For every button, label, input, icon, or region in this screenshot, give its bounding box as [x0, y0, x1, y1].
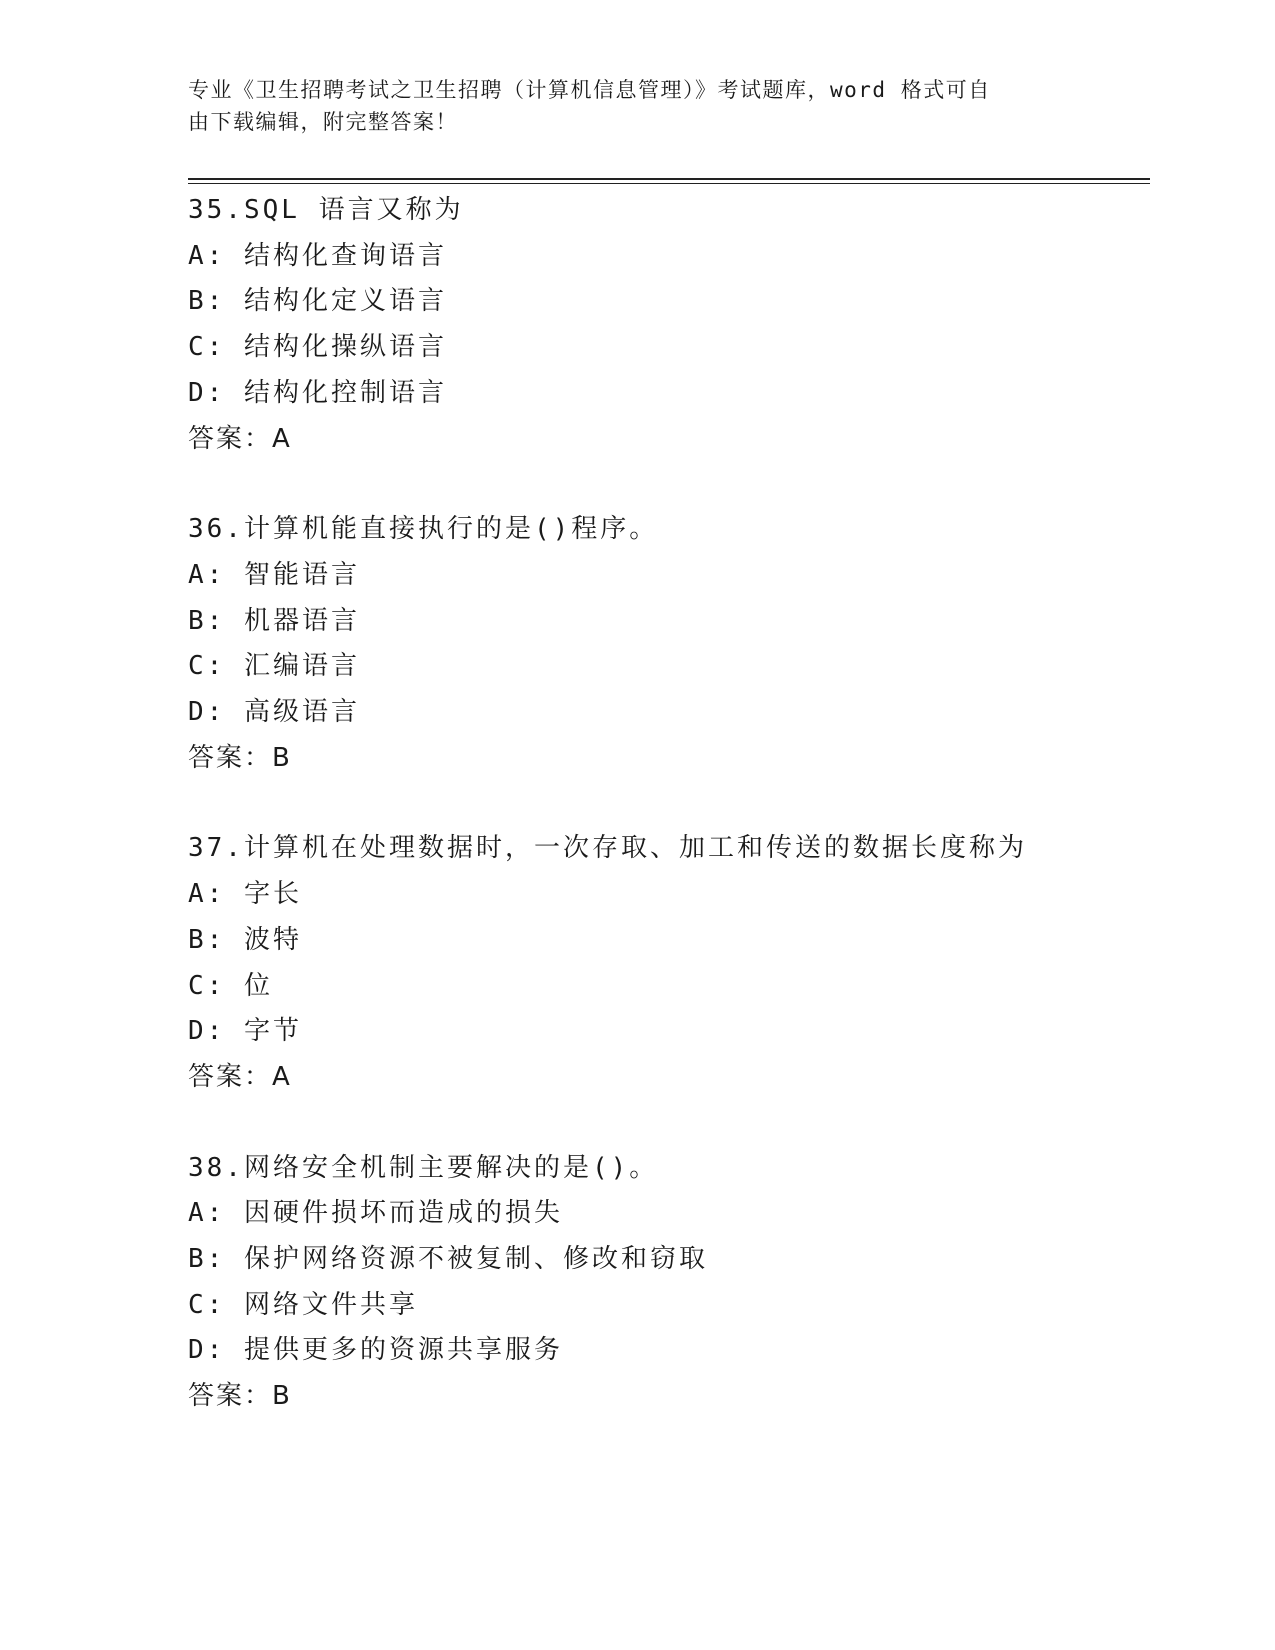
answer-key: 答案：B — [188, 1381, 292, 1412]
question-35 — [188, 188, 1148, 462]
document-header: 专业《卫生招聘考试之卫生招聘（计算机信息管理）》考试题库，word 格式可自 由下载编辑，附完整答案！ — [188, 78, 991, 134]
option-c: C: 汇编语言 — [188, 651, 360, 682]
option-c: C: 结构化操纵语言 — [188, 332, 447, 363]
option-a: A: 结构化查询语言 — [188, 240, 447, 271]
header-divider-thick — [188, 178, 1150, 180]
question-38 — [188, 1146, 1148, 1420]
option-d: D: 结构化控制语言 — [188, 377, 447, 408]
option-a: A: 字长 — [188, 879, 302, 910]
answer-key: 答案：A — [188, 423, 292, 454]
question-37 — [188, 826, 1148, 1100]
question-stem: 35.SQL 语言又称为 — [188, 195, 464, 225]
option-b: B: 保护网络资源不被复制、修改和窃取 — [188, 1244, 708, 1275]
answer-key: 答案：A — [188, 1061, 292, 1092]
option-b: B: 机器语言 — [188, 605, 360, 636]
option-c: C: 网络文件共享 — [188, 1289, 418, 1320]
option-d: D: 高级语言 — [188, 697, 360, 728]
answer-key: 答案：B — [188, 742, 292, 773]
question-list — [188, 188, 1148, 1465]
question-stem: 38.网络安全机制主要解决的是()。 — [188, 1152, 659, 1183]
option-d: D: 字节 — [188, 1016, 302, 1047]
option-b: B: 结构化定义语言 — [188, 286, 447, 317]
question-stem: 37.计算机在处理数据时，一次存取、加工和传送的数据长度称为 — [188, 833, 1027, 864]
question-36 — [188, 507, 1148, 781]
option-c: C: 位 — [188, 970, 273, 1001]
option-b: B: 波特 — [188, 924, 302, 955]
option-d: D: 提供更多的资源共享服务 — [188, 1335, 563, 1366]
header-divider-thin — [188, 183, 1150, 184]
question-stem: 36.计算机能直接执行的是()程序。 — [188, 514, 659, 545]
option-a: A: 智能语言 — [188, 559, 360, 590]
option-a: A: 因硬件损坏而造成的损失 — [188, 1198, 563, 1229]
